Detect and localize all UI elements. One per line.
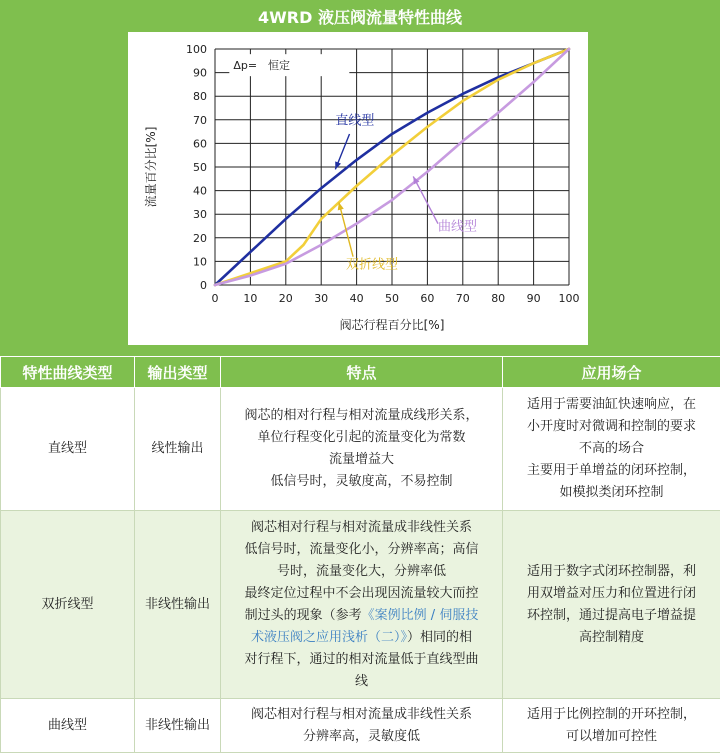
text-line: 最终定位过程中不会出现因流量较大而控 <box>244 585 479 601</box>
cell-curve-type: 直线型 <box>1 388 135 511</box>
table-header-row <box>1 357 720 388</box>
text-line: 用双增益对压力和位置进行闭 <box>526 585 696 601</box>
table-row <box>1 699 720 753</box>
cell-output-type: 非线性输出 <box>135 699 221 753</box>
text-line: 单位行程变化引起的流量变化为常数 <box>257 430 466 446</box>
text-line: 不高的场合 <box>578 441 644 457</box>
text-line: 小开度时对微调和控制的要求 <box>526 419 696 435</box>
x-tick-label: 20 <box>278 292 293 305</box>
y-tick-label: 60 <box>193 137 207 151</box>
curve-label: 曲线型 <box>438 219 478 235</box>
y-tick-label: 90 <box>193 66 207 80</box>
text-line <box>227 605 496 627</box>
text-line: 阀芯的相对行程与相对流量成线形关系， <box>244 408 479 424</box>
cell-output-type: 非线性输出 <box>135 511 221 699</box>
text-line: 适用于数字式闭环控制器，利 <box>526 563 696 579</box>
chart-panel <box>128 32 588 345</box>
y-tick-label: 0 <box>200 279 207 292</box>
x-axis-label: 阀芯行程百分比[%] <box>339 318 445 332</box>
text-line: 流量增益大 <box>328 452 394 468</box>
header-panel <box>0 0 720 356</box>
reference-link[interactable]: 《案例比例 / 伺服技 <box>361 607 479 623</box>
reference-link[interactable]: 术液压阀之应用浅析（二）》 <box>250 629 407 645</box>
x-tick-label: 80 <box>491 292 506 305</box>
page-title: 4WRD 液压阀流量特性曲线 <box>258 8 462 27</box>
pointer-line <box>339 202 353 256</box>
text-line: 号时，流量变化大，分辨率低 <box>276 563 446 579</box>
col-header-application: 应用场合 <box>503 357 720 388</box>
delta-p-annotation: Δp= 恒定 <box>233 59 291 73</box>
cell-output-type: 线性输出 <box>135 388 221 511</box>
pointer-arrowhead <box>335 161 341 169</box>
cell-features <box>221 388 503 511</box>
x-tick-label: 70 <box>455 292 470 305</box>
text-line: 环控制，通过提高电子增益提 <box>526 607 696 623</box>
text-fragment: ）相同的相 <box>407 629 473 645</box>
col-header-output-type: 输出类型 <box>135 357 221 388</box>
y-tick-label: 30 <box>193 208 207 222</box>
text-line: 适用于比例控制的开环控制， <box>526 706 696 722</box>
x-tick-label: 90 <box>526 292 541 305</box>
text-line: 如模拟类闭环控制 <box>559 485 664 501</box>
cell-curve-type: 双折线型 <box>1 511 135 699</box>
text-line: 低信号时，灵敏度高，不易控制 <box>270 474 453 490</box>
text-line: 线 <box>354 673 368 689</box>
table-row <box>1 388 720 511</box>
cell-curve-type: 曲线型 <box>1 699 135 753</box>
col-header-features: 特点 <box>221 357 503 388</box>
cell-features <box>221 699 503 753</box>
text-line: 可以增加可控性 <box>565 728 657 744</box>
x-tick-label: 100 <box>558 292 580 305</box>
x-tick-label: 10 <box>243 292 258 305</box>
cell-application <box>503 388 720 511</box>
y-tick-label: 80 <box>193 90 207 104</box>
x-tick-label: 30 <box>314 292 329 305</box>
text-line: 对行程下，通过的相对流量低于直线型曲 <box>244 651 479 667</box>
curve-label: 双折线型 <box>345 257 398 273</box>
x-tick-label: 50 <box>385 292 399 305</box>
x-tick-label: 40 <box>349 292 364 305</box>
col-header-curve-type: 特性曲线类型 <box>1 357 135 388</box>
text-fragment: 制过头的现象（参考 <box>244 607 362 623</box>
flow-characteristic-chart <box>128 32 588 345</box>
text-line: 分辨率高，灵敏度低 <box>302 728 420 744</box>
y-axis-label: 流量百分比[%] <box>144 126 158 208</box>
y-tick-label: 20 <box>193 231 207 245</box>
text-line: 适用于需要油缸快速响应，在 <box>526 397 696 413</box>
pointer-line <box>413 176 438 223</box>
x-tick-label: 60 <box>420 292 435 305</box>
cell-features <box>221 511 503 699</box>
text-line: 阀芯相对行程与相对流量成非线性关系 <box>250 519 472 535</box>
x-tick-label: 0 <box>211 292 219 305</box>
text-line: 阀芯相对行程与相对流量成非线性关系 <box>250 706 472 722</box>
text-line: 低信号时，流量变化小，分辨率高；高信 <box>244 541 479 557</box>
y-tick-label: 40 <box>193 184 207 198</box>
cell-application <box>503 699 720 753</box>
curve-label: 直线型 <box>335 113 375 129</box>
y-tick-label: 10 <box>193 255 207 269</box>
text-line <box>227 627 496 649</box>
characteristics-table <box>0 356 720 753</box>
text-line: 高控制精度 <box>578 629 644 645</box>
cell-application <box>503 511 720 699</box>
y-tick-label: 100 <box>186 43 207 56</box>
y-tick-label: 70 <box>193 113 207 127</box>
y-tick-label: 50 <box>193 161 207 174</box>
text-line: 主要用于单增益的闭环控制， <box>526 463 696 479</box>
table-row <box>1 511 720 699</box>
